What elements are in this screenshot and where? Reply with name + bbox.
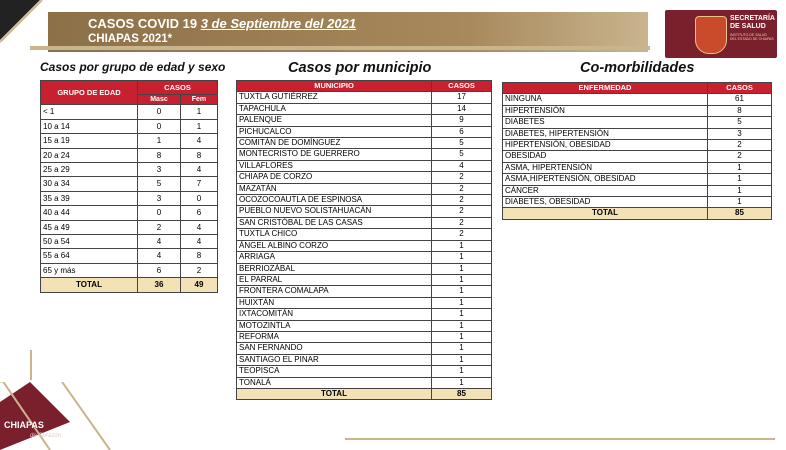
- casos-cell: 2: [432, 206, 492, 217]
- table-row: [237, 149, 492, 160]
- municipio-cell: EL PARRAL: [237, 274, 432, 285]
- fem-cell: 7: [180, 177, 217, 191]
- col-masc: Masc: [138, 95, 181, 105]
- enfermedad-cell: HIPERTENSIÓN: [503, 105, 708, 116]
- age-group-cell: 40 a 44: [41, 206, 138, 220]
- age-group-cell: 55 a 64: [41, 249, 138, 263]
- municipio-cell: BERRIOZÁBAL: [237, 263, 432, 274]
- municipio-cell: MONTECRISTO DE GUERRERO: [237, 149, 432, 160]
- casos-cell: 1: [432, 377, 492, 388]
- age-group-cell: 15 a 19: [41, 134, 138, 148]
- masc-cell: 0: [138, 119, 181, 133]
- fem-cell: 4: [180, 134, 217, 148]
- casos-cell: 1: [432, 343, 492, 354]
- table-row: [237, 183, 492, 194]
- table-row: [237, 286, 492, 297]
- table-row: [41, 119, 218, 133]
- table-row: [503, 197, 772, 208]
- casos-cell: 1: [432, 252, 492, 263]
- casos-cell: 1: [708, 162, 772, 173]
- total-row: [41, 278, 218, 292]
- casos-cell: 4: [432, 160, 492, 171]
- casos-cell: 6: [432, 126, 492, 137]
- table-row: [237, 126, 492, 137]
- comorb-table: [502, 82, 772, 220]
- municipio-cell: SAN FERNANDO: [237, 343, 432, 354]
- fem-cell: 4: [180, 163, 217, 177]
- masc-cell: 6: [138, 263, 181, 277]
- total-fem: 49: [180, 278, 217, 292]
- table-row: [237, 138, 492, 149]
- casos-cell: 1: [708, 185, 772, 196]
- age-group-cell: 30 a 34: [41, 177, 138, 191]
- col-casos: CASOS: [138, 81, 218, 95]
- table-row: [237, 366, 492, 377]
- municipio-cell: PICHUCALCO: [237, 126, 432, 137]
- edad-table: [40, 80, 218, 293]
- table-row: [237, 263, 492, 274]
- total-row: [503, 208, 772, 219]
- fem-cell: 8: [180, 249, 217, 263]
- table-row: [503, 105, 772, 116]
- age-group-cell: 10 a 14: [41, 119, 138, 133]
- casos-cell: 1: [708, 174, 772, 185]
- enfermedad-cell: DIABETES: [503, 117, 708, 128]
- table-row: [503, 151, 772, 162]
- casos-cell: 2: [432, 229, 492, 240]
- casos-cell: 1: [432, 366, 492, 377]
- table-row: [41, 177, 218, 191]
- table-row: [237, 377, 492, 388]
- municipio-cell: MAZATÁN: [237, 183, 432, 194]
- table-row: [237, 343, 492, 354]
- enfermedad-cell: CÁNCER: [503, 185, 708, 196]
- report-title: CASOS COVID 19 3 de Septiembre del 2021: [88, 16, 357, 31]
- fem-cell: 8: [180, 148, 217, 162]
- municipio-cell: OCOZOCOAUTLA DE ESPINOSA: [237, 195, 432, 206]
- casos-cell: 2: [432, 172, 492, 183]
- report-subtitle: CHIAPAS 2021*: [88, 33, 173, 45]
- fem-cell: 2: [180, 263, 217, 277]
- fem-cell: 1: [180, 105, 217, 119]
- masc-cell: 0: [138, 206, 181, 220]
- municipio-cell: PUEBLO NUEVO SOLISTAHUACÁN: [237, 206, 432, 217]
- municipio-cell: SANTIAGO EL PINAR: [237, 354, 432, 365]
- col-casos: CASOS: [432, 81, 492, 92]
- table-row: [503, 128, 772, 139]
- table-row: [41, 220, 218, 234]
- casos-cell: 1: [432, 354, 492, 365]
- casos-cell: 2: [708, 151, 772, 162]
- casos-cell: 2: [432, 195, 492, 206]
- total-value: 85: [432, 388, 492, 399]
- table-row: [41, 105, 218, 119]
- fem-cell: 4: [180, 220, 217, 234]
- comorb-section-title: Co-morbilidades: [580, 60, 695, 76]
- municipio-cell: ÁNGEL ALBINO CORZO: [237, 240, 432, 251]
- table-row: [237, 172, 492, 183]
- total-row: [237, 388, 492, 399]
- table-row: [237, 103, 492, 114]
- age-group-cell: 20 a 24: [41, 148, 138, 162]
- col-casos: CASOS: [708, 83, 772, 94]
- casos-cell: 1: [432, 274, 492, 285]
- table-row: [41, 163, 218, 177]
- table-row: [237, 274, 492, 285]
- age-group-cell: 50 a 54: [41, 235, 138, 249]
- enfermedad-cell: DIABETES, OBESIDAD: [503, 197, 708, 208]
- masc-cell: 4: [138, 235, 181, 249]
- municipio-cell: MOTOZINTLA: [237, 320, 432, 331]
- table-row: [237, 195, 492, 206]
- casos-cell: 2: [708, 140, 772, 151]
- table-row: [41, 134, 218, 148]
- left-accent: [30, 350, 32, 380]
- col-fem: Fem: [180, 95, 217, 105]
- table-row: [237, 320, 492, 331]
- municipio-cell: TUXTLA CHICO: [237, 229, 432, 240]
- table-row: [503, 185, 772, 196]
- masc-cell: 8: [138, 148, 181, 162]
- casos-cell: 1: [432, 297, 492, 308]
- table-row: [237, 217, 492, 228]
- fem-cell: 6: [180, 206, 217, 220]
- report-date: 3 de Septiembre del 2021: [200, 16, 357, 31]
- enfermedad-cell: ASMA,HIPERTENSIÓN, OBESIDAD: [503, 174, 708, 185]
- enfermedad-cell: NINGUNA: [503, 94, 708, 105]
- table-row: [237, 240, 492, 251]
- fem-cell: 0: [180, 191, 217, 205]
- total-value: 85: [708, 208, 772, 219]
- casos-cell: 2: [432, 183, 492, 194]
- table-row: [41, 148, 218, 162]
- table-row: [237, 115, 492, 126]
- municipio-section-title: Casos por municipio: [288, 60, 432, 76]
- table-row: [503, 162, 772, 173]
- edad-section-title: Casos por grupo de edad y sexo: [40, 60, 226, 74]
- brand-name: CHIAPAS: [4, 420, 44, 430]
- header-stripe: [30, 46, 650, 50]
- col-enfermedad: ENFERMEDAD: [503, 83, 708, 94]
- casos-cell: 1: [708, 197, 772, 208]
- table-row: [41, 249, 218, 263]
- brand-corner: [0, 382, 120, 450]
- municipio-cell: TAPACHULA: [237, 103, 432, 114]
- col-grupo-edad: GRUPO DE EDAD: [41, 81, 138, 105]
- masc-cell: 3: [138, 191, 181, 205]
- table-row: [237, 252, 492, 263]
- casos-cell: 14: [432, 103, 492, 114]
- casos-cell: 5: [432, 149, 492, 160]
- table-row: [41, 235, 218, 249]
- casos-cell: 1: [432, 309, 492, 320]
- col-municipio: MUNICIPIO: [237, 81, 432, 92]
- municipio-cell: CHIAPA DE CORZO: [237, 172, 432, 183]
- table-row: [237, 297, 492, 308]
- municipio-table: [236, 80, 492, 400]
- brand-tagline: de Corazón: [30, 433, 62, 439]
- masc-cell: 3: [138, 163, 181, 177]
- fem-cell: 4: [180, 235, 217, 249]
- casos-cell: 1: [432, 331, 492, 342]
- casos-cell: 1: [432, 320, 492, 331]
- age-group-cell: 65 y más: [41, 263, 138, 277]
- table-row: [503, 117, 772, 128]
- enfermedad-cell: ASMA, HIPERTENSIÓN: [503, 162, 708, 173]
- table-row: [503, 174, 772, 185]
- table-row: [237, 309, 492, 320]
- casos-cell: 5: [708, 117, 772, 128]
- municipio-cell: VILLAFLORES: [237, 160, 432, 171]
- municipio-cell: REFORMA: [237, 331, 432, 342]
- enfermedad-cell: HIPERTENSIÓN, OBESIDAD: [503, 140, 708, 151]
- municipio-cell: PALENQUE: [237, 115, 432, 126]
- masc-cell: 2: [138, 220, 181, 234]
- table-row: [237, 354, 492, 365]
- municipio-cell: TONALÁ: [237, 377, 432, 388]
- table-row: [237, 331, 492, 342]
- table-row: [41, 191, 218, 205]
- municipio-cell: HUIXTÁN: [237, 297, 432, 308]
- chiapas-emblem-icon: [695, 16, 727, 54]
- age-group-cell: 25 a 29: [41, 163, 138, 177]
- table-row: [237, 206, 492, 217]
- table-row: [237, 92, 492, 103]
- casos-cell: 9: [432, 115, 492, 126]
- casos-cell: 5: [432, 138, 492, 149]
- age-group-cell: 45 a 49: [41, 220, 138, 234]
- casos-cell: 3: [708, 128, 772, 139]
- municipio-cell: FRONTERA COMALAPA: [237, 286, 432, 297]
- logo-text: SECRETARÍA DE SALUD: [730, 15, 775, 30]
- masc-cell: 5: [138, 177, 181, 191]
- footer-line: [345, 438, 775, 440]
- total-masc: 36: [138, 278, 181, 292]
- municipio-cell: TEOPISCA: [237, 366, 432, 377]
- casos-cell: 17: [432, 92, 492, 103]
- masc-cell: 1: [138, 134, 181, 148]
- casos-cell: 2: [432, 217, 492, 228]
- casos-cell: 1: [432, 240, 492, 251]
- age-group-cell: < 1: [41, 105, 138, 119]
- total-label: TOTAL: [237, 388, 432, 399]
- logo-small-text: INSTITUTO DE SALUD DEL ESTADO DE CHIAPAS: [730, 33, 774, 41]
- total-label: TOTAL: [503, 208, 708, 219]
- total-label: TOTAL: [41, 278, 138, 292]
- age-group-cell: 35 a 39: [41, 191, 138, 205]
- municipio-cell: ARRIAGA: [237, 252, 432, 263]
- table-row: [237, 229, 492, 240]
- enfermedad-cell: DIABETES, HIPERTENSIÓN: [503, 128, 708, 139]
- casos-cell: 8: [708, 105, 772, 116]
- municipio-cell: SAN CRISTÓBAL DE LAS CASAS: [237, 217, 432, 228]
- fem-cell: 1: [180, 119, 217, 133]
- masc-cell: 0: [138, 105, 181, 119]
- table-row: [503, 94, 772, 105]
- table-row: [237, 160, 492, 171]
- enfermedad-cell: OBESIDAD: [503, 151, 708, 162]
- casos-cell: 1: [432, 286, 492, 297]
- table-row: [503, 140, 772, 151]
- casos-cell: 1: [432, 263, 492, 274]
- table-row: [41, 206, 218, 220]
- table-row: [41, 263, 218, 277]
- casos-cell: 61: [708, 94, 772, 105]
- municipio-cell: IXTACOMITÁN: [237, 309, 432, 320]
- municipio-cell: COMITÁN DE DOMÍNGUEZ: [237, 138, 432, 149]
- masc-cell: 4: [138, 249, 181, 263]
- municipio-cell: TUXTLA GUTIÉRREZ: [237, 92, 432, 103]
